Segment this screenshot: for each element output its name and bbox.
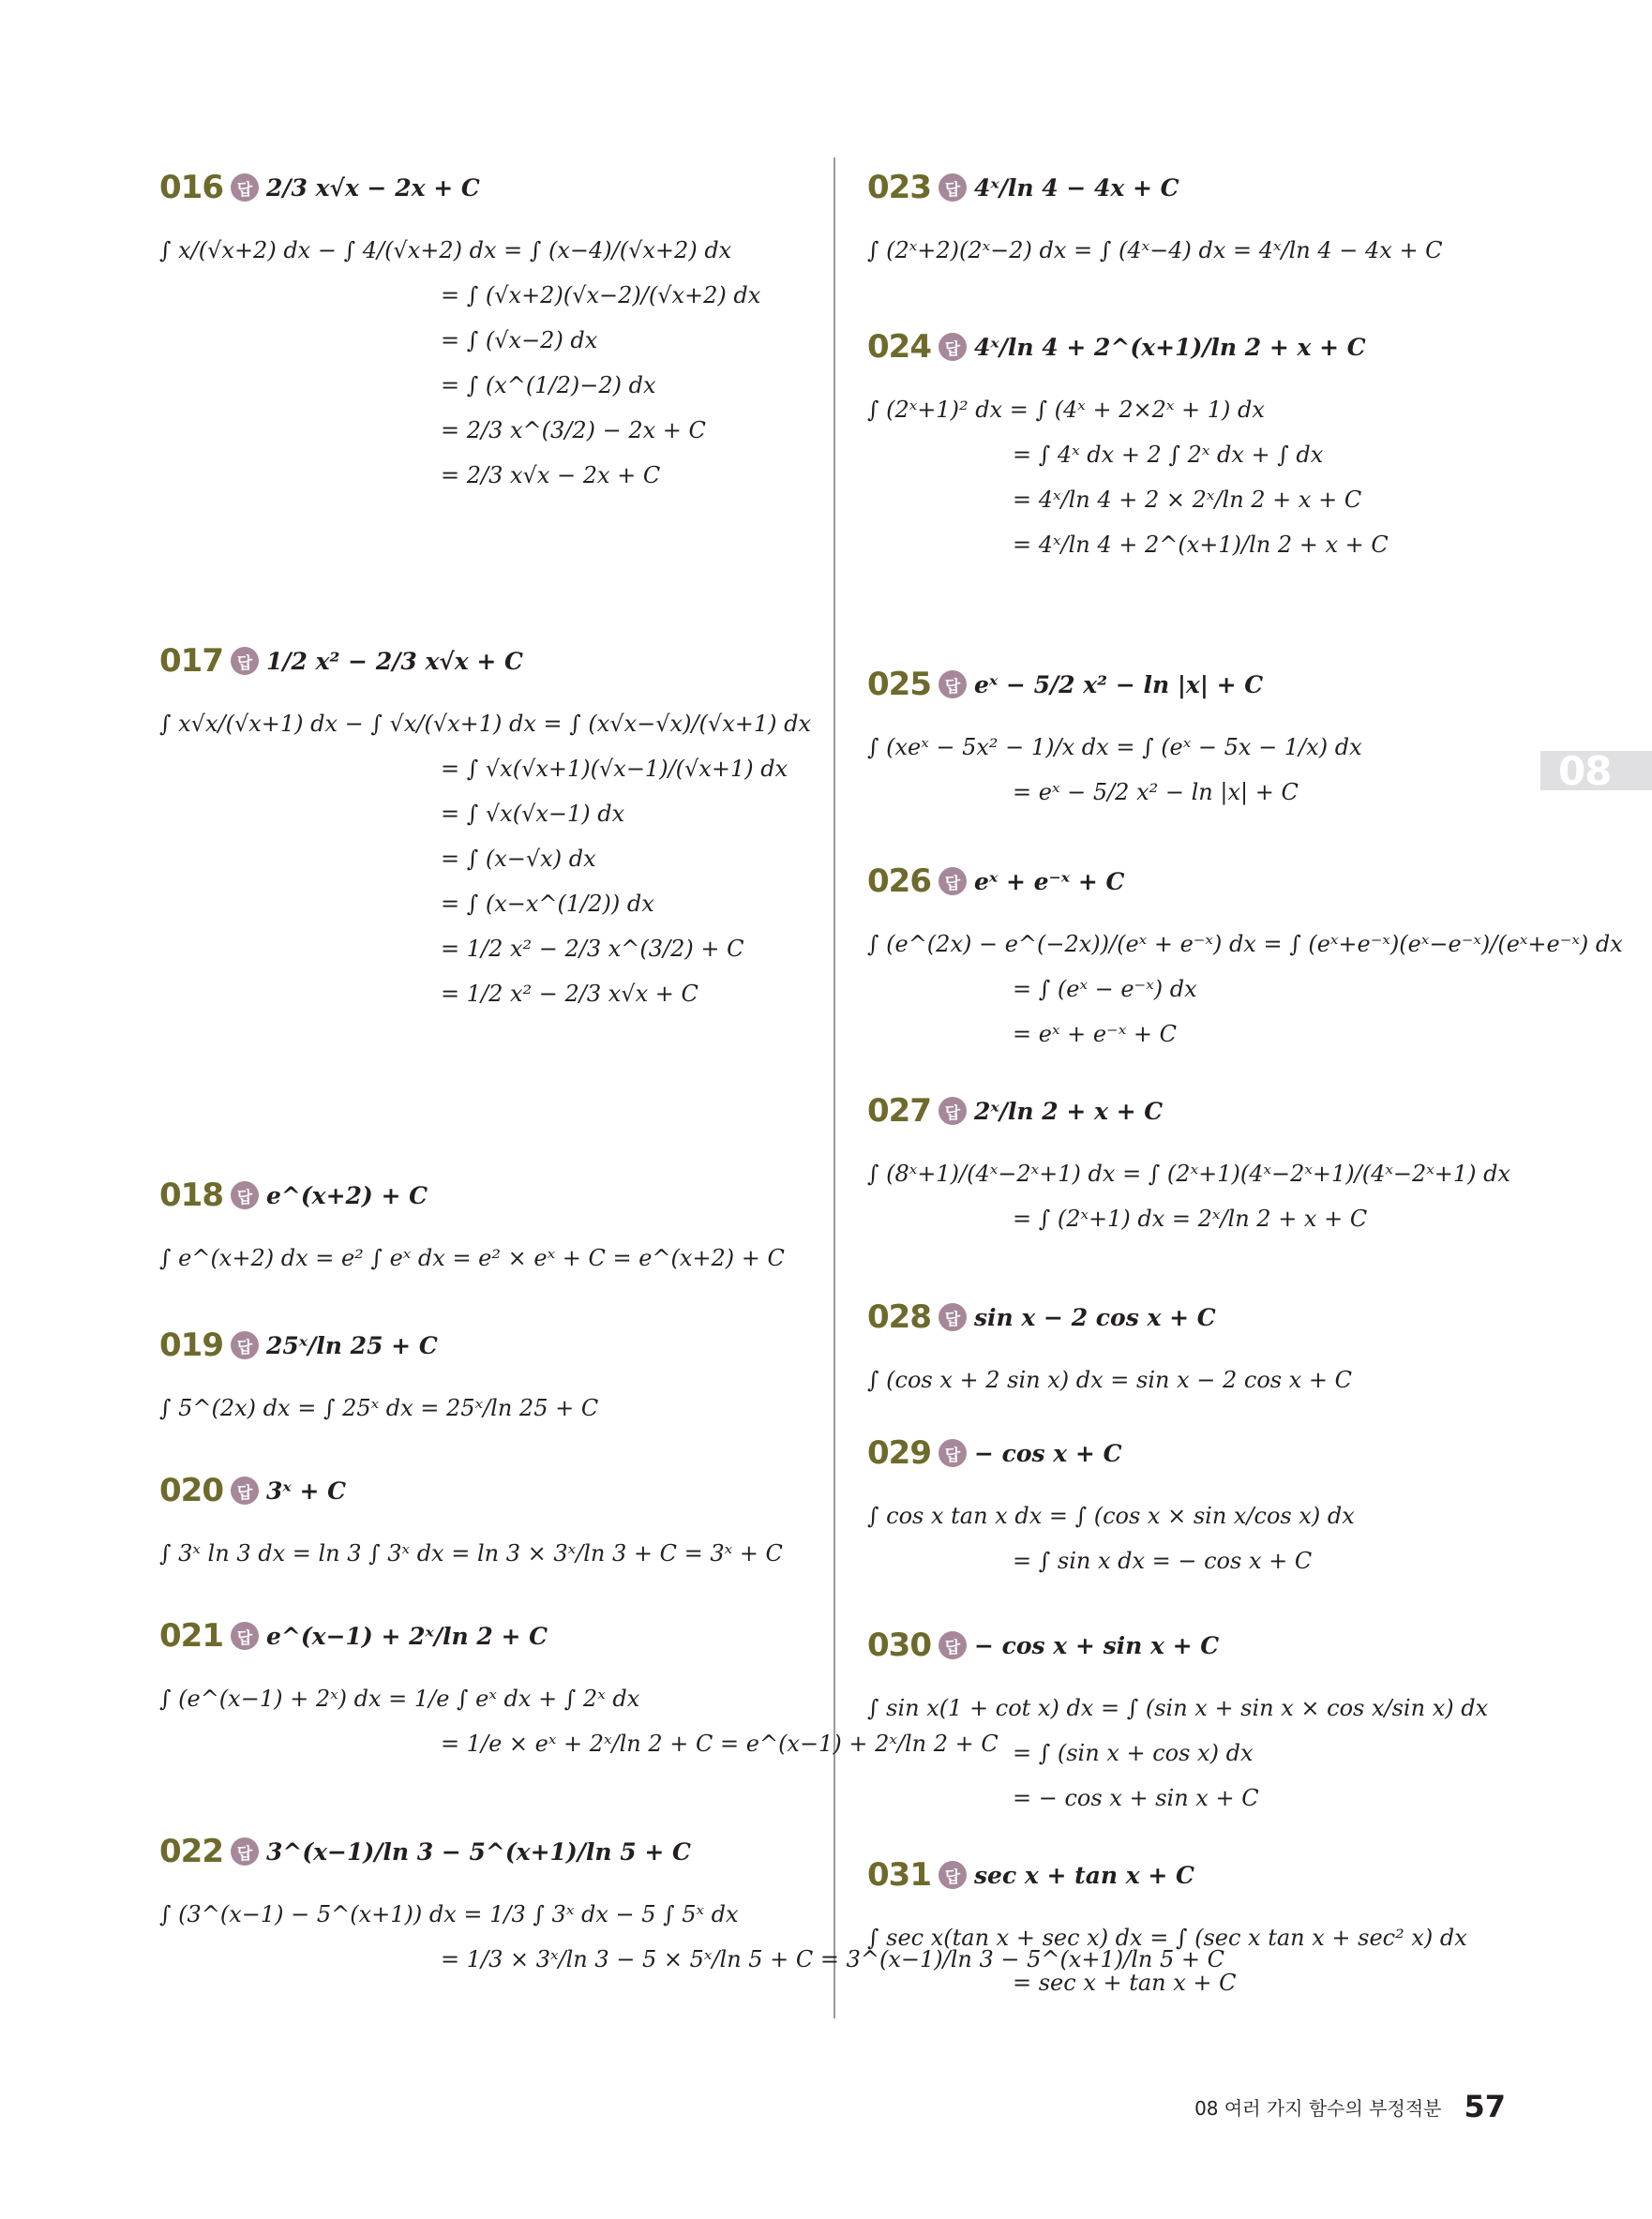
answer-text: 3^(x−1)/ln 3 − 5^(x+1)/ln 5 + C [265,1837,691,1866]
solution-line: ∫ e^(x+2) dx = e² ∫ eˣ dx = e² × eˣ + C = e^(x+2) + C [159,1245,785,1271]
answer-badge-icon: 답 [939,670,967,698]
problem-header [867,853,1542,909]
problem-header [159,159,816,216]
problem-header [867,1289,1542,1345]
problem-header [159,1317,816,1373]
answer-badge-icon: 답 [939,867,967,895]
solution-line: ∫ x√x/(√x+1) dx − ∫ √x/(√x+1) dx = ∫ (x√x−√x)/(√x+1) dx [159,711,811,737]
solution-line: = sec x + tan x + C [1013,1970,1237,1996]
answer-text: 2ˣ/ln 2 + x + C [973,1097,1164,1125]
problem-number: 028 [867,1298,931,1336]
solution-line: = 1/e × eˣ + 2ˣ/ln 2 + C = e^(x−1) + 2ˣ/ln 2 + C [441,1731,999,1757]
problem-number: 017 [159,642,223,680]
problem-number: 021 [159,1617,223,1655]
solution-line: ∫ (cos x + 2 sin x) dx = sin x − 2 cos x + C [867,1367,1352,1393]
problem-018 [159,1167,816,1272]
solution-line: = 4ˣ/ln 4 + 2 × 2ˣ/ln 2 + x + C [1013,487,1362,513]
answer-text: 4ˣ/ln 4 − 4x + C [973,173,1179,202]
problem-header [159,1608,816,1664]
problem-031 [867,1847,1542,1997]
answer-text: e^(x+2) + C [265,1181,428,1209]
answer-text: sin x − 2 cos x + C [973,1303,1216,1331]
chapter-side-tab-label: 08 [1558,748,1612,794]
problem-number: 022 [159,1833,223,1870]
solution-line: = 4ˣ/ln 4 + 2^(x+1)/ln 2 + x + C [1013,532,1389,558]
solution-line: ∫ sin x(1 + cot x) dx = ∫ (sin x + sin x × cos x/sin x) dx [867,1695,1489,1721]
solution-line: = ∫ (2ˣ+1) dx = 2ˣ/ln 2 + x + C [1013,1206,1368,1232]
answer-text: 4ˣ/ln 4 + 2^(x+1)/ln 2 + x + C [973,333,1366,361]
solution-line: = ∫ (x−x^(1/2)) dx [441,891,654,917]
solution-line: ∫ 5^(2x) dx = ∫ 25ˣ dx = 25ˣ/ln 25 + C [159,1395,599,1421]
answer-badge-icon: 답 [231,1837,259,1866]
problem-number: 016 [159,169,223,206]
solution-line: ∫ cos x tan x dx = ∫ (cos x × sin x/cos x) dx [867,1503,1355,1529]
answer-badge-icon: 답 [939,1631,967,1659]
solution-line: = ∫ (x−√x) dx [441,846,596,872]
answer-badge-icon: 답 [939,1097,967,1125]
solution-line: ∫ x/(√x+2) dx − ∫ 4/(√x+2) dx = ∫ (x−4)/(√x+2) dx [159,237,732,263]
problem-header [159,633,816,689]
answer-text: e^(x−1) + 2ˣ/ln 2 + C [265,1622,548,1650]
problem-number: 026 [867,862,931,900]
answer-text: 3ˣ + C [265,1477,347,1505]
problem-026 [867,853,1623,1048]
solution-line: = 2/3 x^(3/2) − 2x + C [441,417,706,443]
page-number: 57 [1464,2089,1506,2124]
problem-header [159,1167,816,1223]
footer-chapter-title: 08 여러 가지 함수의 부정적분 [1194,2096,1442,2120]
problem-025 [867,656,1542,806]
solution-line: = eˣ − 5/2 x² − ln |x| + C [1013,779,1299,805]
problem-header [867,1425,1542,1481]
problem-number: 031 [867,1856,931,1894]
answer-text: eˣ + e⁻ˣ + C [973,867,1125,895]
problem-number: 018 [159,1177,223,1214]
problem-024 [867,319,1542,559]
answer-badge-icon: 답 [231,173,259,202]
solution-line: ∫ (e^(x−1) + 2ˣ) dx = 1/e ∫ eˣ dx + ∫ 2ˣ dx [159,1686,640,1712]
problem-number: 025 [867,666,931,703]
answer-badge-icon: 답 [231,1331,259,1359]
solution-line: = 1/2 x² − 2/3 x^(3/2) + C [441,936,744,962]
solution-line: = ∫ √x(√x−1) dx [441,801,625,827]
page-footer [1194,2089,1506,2124]
problem-030 [867,1617,1542,1812]
problem-028 [867,1289,1542,1394]
solution-line: ∫ (8ˣ+1)/(4ˣ−2ˣ+1) dx = ∫ (2ˣ+1)(4ˣ−2ˣ+1)/(4ˣ−2ˣ+1) dx [867,1161,1511,1187]
problem-header [867,1083,1542,1139]
answer-text: 25ˣ/ln 25 + C [265,1331,438,1359]
problem-number: 027 [867,1092,931,1130]
solution-line: = ∫ √x(√x+1)(√x−1)/(√x+1) dx [441,756,788,782]
solution-line: = − cos x + sin x + C [1013,1785,1259,1811]
problem-number: 019 [159,1327,223,1364]
problem-020 [159,1462,816,1567]
problem-017 [159,633,816,1008]
solution-line: ∫ 3ˣ ln 3 dx = ln 3 ∫ 3ˣ dx = ln 3 × 3ˣ/ln 3 + C = 3ˣ + C [159,1540,783,1567]
answer-text: 1/2 x² − 2/3 x√x + C [265,647,523,675]
problem-029 [867,1425,1542,1575]
problem-header [867,319,1542,375]
problem-number: 030 [867,1627,931,1664]
problem-023 [867,159,1542,264]
answer-badge-icon: 답 [231,1181,259,1209]
problem-header [159,1462,816,1519]
solution-line: = eˣ + e⁻ˣ + C [1013,1021,1177,1047]
problem-027 [867,1083,1542,1233]
solution-line: = 2/3 x√x − 2x + C [441,462,661,488]
solution-line: ∫ (3^(x−1) − 5^(x+1)) dx = 1/3 ∫ 3ˣ dx − 5 ∫ 5ˣ dx [159,1901,739,1927]
solution-line: = 1/3 × 3ˣ/ln 3 − 5 × 5ˣ/ln 5 + C = 3^(x−1)/ln 3 − 5^(x+1)/ln 5 + C [441,1946,1225,1972]
problem-number: 024 [867,328,931,366]
solution-line: ∫ sec x(tan x + sec x) dx = ∫ (sec x tan x + sec² x) dx [867,1925,1467,1951]
solution-line: ∫ (2ˣ+1)² dx = ∫ (4ˣ + 2×2ˣ + 1) dx [867,397,1265,423]
answer-badge-icon: 답 [939,1303,967,1331]
answer-badge-icon: 답 [939,333,967,361]
solution-line: = ∫ (√x+2)(√x−2)/(√x+2) dx [441,282,761,308]
answer-badge-icon: 답 [939,1861,967,1889]
solution-line: ∫ (e^(2x) − e^(−2x))/(eˣ + e⁻ˣ) dx = ∫ (eˣ+e⁻ˣ)(eˣ−e⁻ˣ)/(eˣ+e⁻ˣ) dx [867,931,1623,957]
problem-019 [159,1317,816,1422]
problem-header [867,1617,1542,1673]
answer-text: − cos x + C [973,1439,1122,1467]
solution-line: = ∫ (x^(1/2)−2) dx [441,372,656,398]
answer-badge-icon: 답 [231,1477,259,1505]
solution-line: = ∫ (√x−2) dx [441,327,598,353]
problem-number: 023 [867,169,931,206]
solution-line: = ∫ (sin x + cos x) dx [1013,1740,1254,1766]
solution-line: = ∫ (eˣ − e⁻ˣ) dx [1013,976,1197,1002]
answer-text: 2/3 x√x − 2x + C [265,173,480,202]
answer-text: eˣ − 5/2 x² − ln |x| + C [973,670,1264,698]
solution-line: = ∫ 4ˣ dx + 2 ∫ 2ˣ dx + ∫ dx [1013,442,1324,468]
solution-line: = 1/2 x² − 2/3 x√x + C [441,981,698,1007]
solution-line: ∫ (2ˣ+2)(2ˣ−2) dx = ∫ (4ˣ−4) dx = 4ˣ/ln 4 − 4x + C [867,237,1443,263]
answer-text: sec x + tan x + C [973,1861,1194,1889]
answer-text: − cos x + sin x + C [973,1631,1220,1659]
solution-line: = ∫ sin x dx = − cos x + C [1013,1548,1313,1574]
solution-line: ∫ (xeˣ − 5x² − 1)/x dx = ∫ (eˣ − 5x − 1/x) dx [867,734,1362,760]
answer-badge-icon: 답 [939,173,967,202]
answer-badge-icon: 답 [939,1439,967,1467]
answer-badge-icon: 답 [231,647,259,675]
answer-badge-icon: 답 [231,1622,259,1650]
problem-number: 029 [867,1434,931,1472]
problem-number: 020 [159,1472,223,1509]
problem-header [867,656,1542,712]
problem-header [867,159,1542,216]
problem-header [159,1823,816,1880]
problem-016 [159,159,816,489]
problem-header [867,1847,1542,1903]
